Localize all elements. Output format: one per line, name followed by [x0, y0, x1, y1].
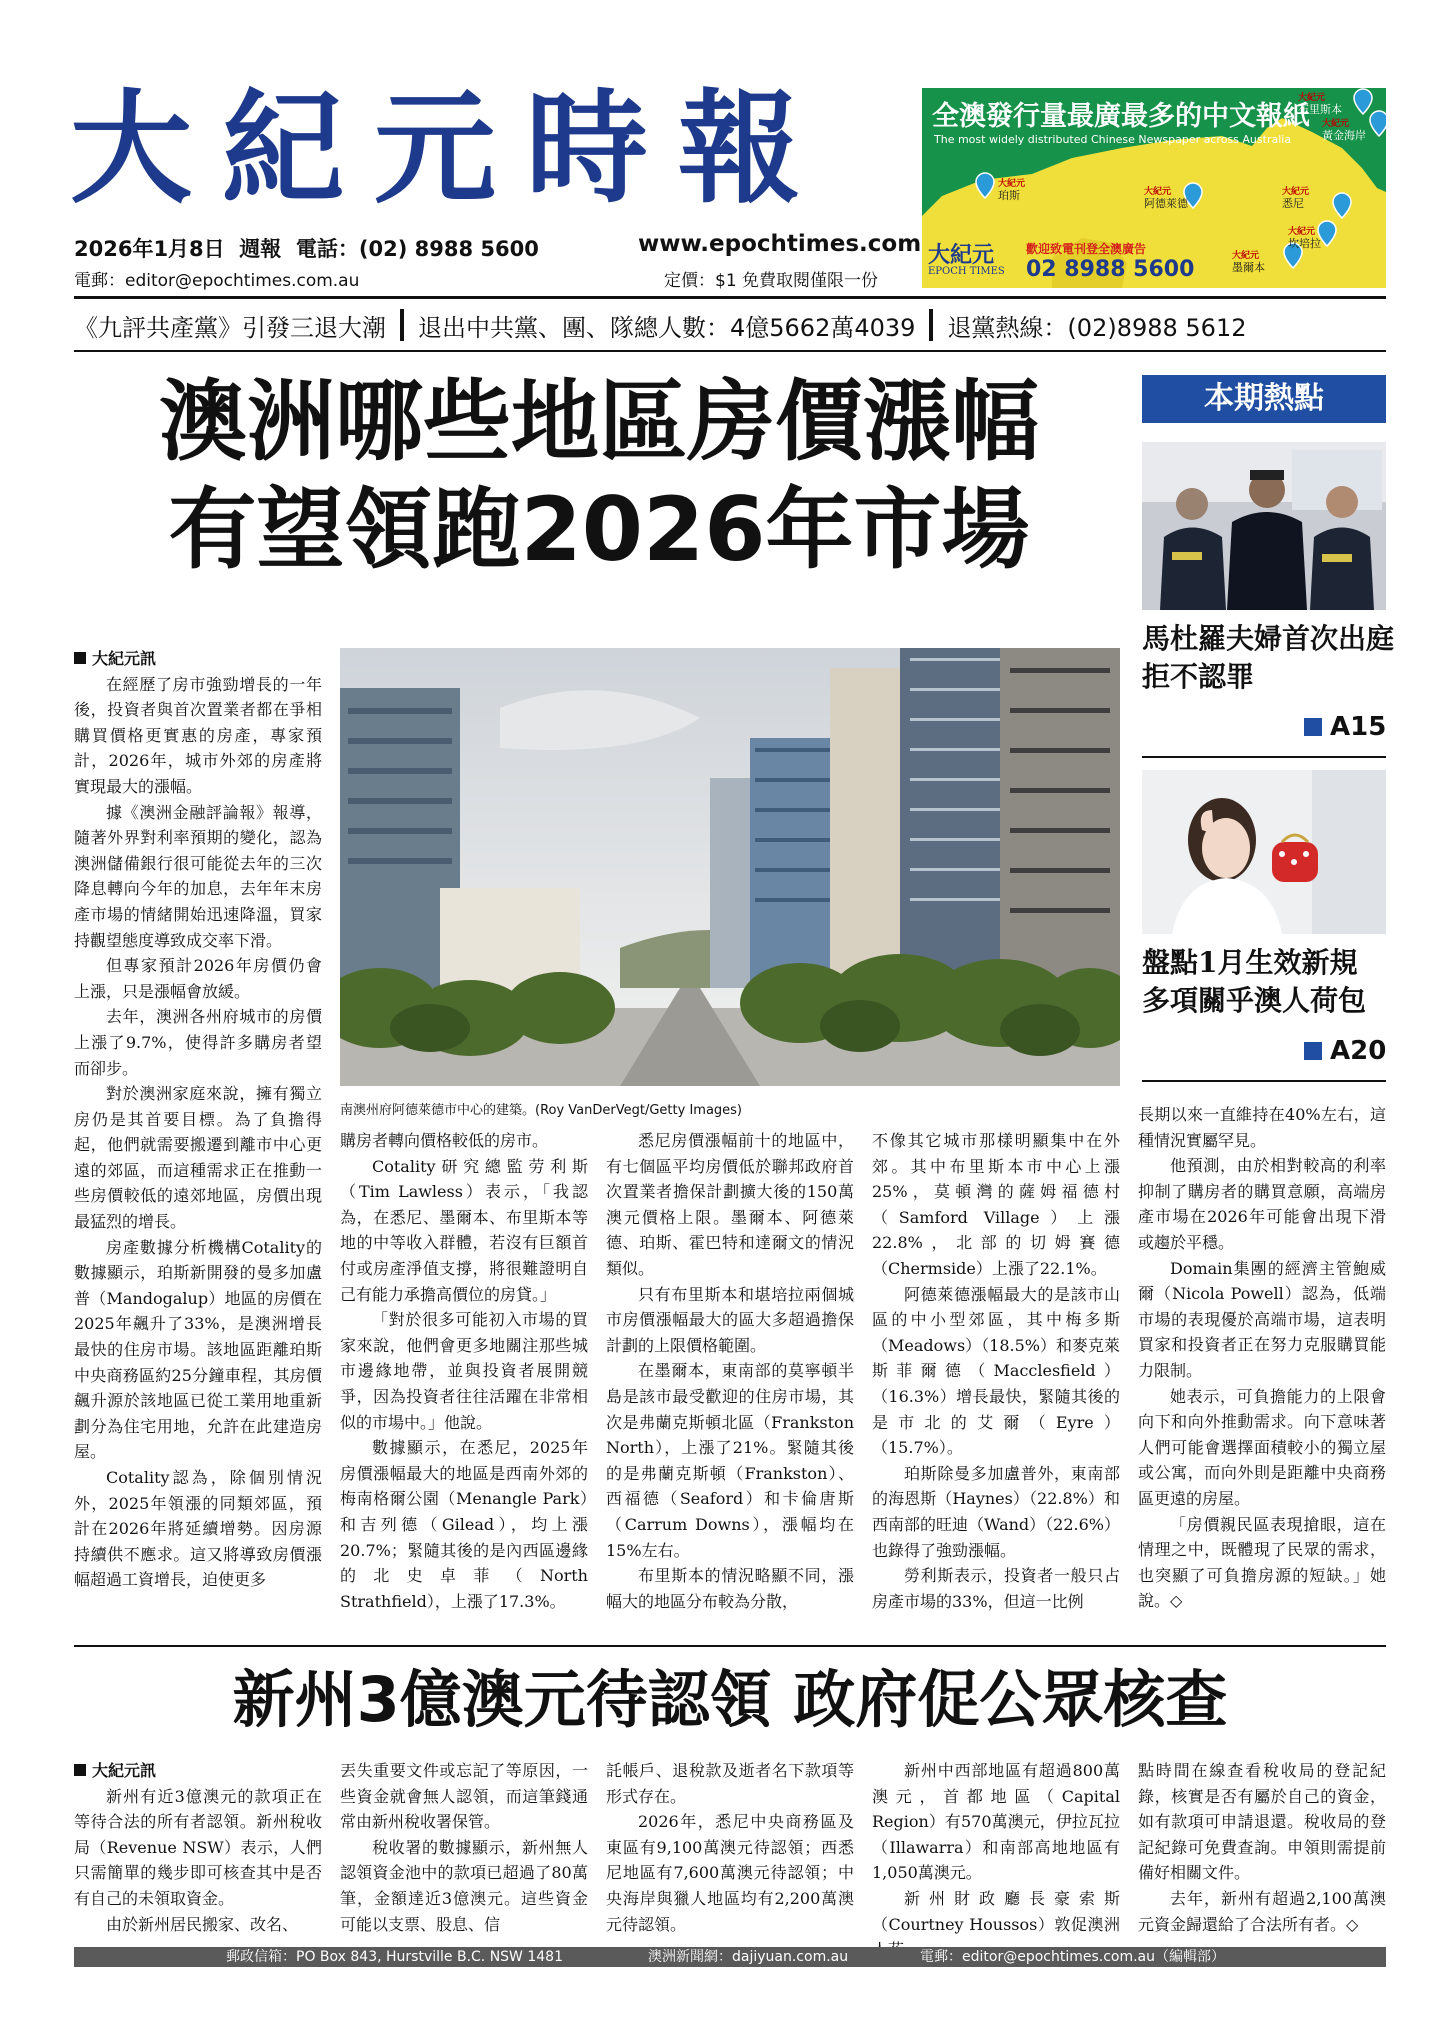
square-bullet-icon [74, 652, 86, 664]
paragraph: Domain集團的經濟主管鮑威爾（Nicola Powell）認為，低端市場的表現優於高端市場，這表明買家和投資者正在努力克服購買能力限制。 [1138, 1258, 1386, 1380]
paragraph: Cotality研究總監劳利斯（Tim Lawless）表示，「我認為，在悉尼、墨爾本、布里斯本等地的中等收入群體，若沒有巨額首付或房產淨值支撐，將很難證明自己有能力承擔高價位的房貸。」 [340, 1156, 588, 1304]
paragraph: 只有布里斯本和堪培拉兩個城市房價漲幅最大的區大多超過擔保計劃的上限價格範圍。 [606, 1284, 854, 1355]
edition-label: 週報 [239, 237, 282, 261]
divider [74, 296, 1386, 299]
tagline-hotline: 退黨熱線：(02)8988 5612 [947, 313, 1247, 342]
pin-label-perth: 大紀元 珀斯 [998, 179, 1026, 202]
masthead-phone: 電話：(02) 8988 5600 [295, 237, 539, 261]
ad-brand-logo: 大紀元 [928, 242, 995, 268]
divider [74, 1645, 1386, 1647]
ad-brand-english: EPOCH TIMES [928, 266, 1005, 277]
sidebar-item2-page[interactable]: A20 [1304, 1036, 1386, 1066]
sidebar-item2-title-line2: 多項關乎澳人荷包 [1142, 984, 1367, 1017]
paragraph: 她表示，可負擔能力的上限會向下和向外推動需求。向下意味著人們可能會選擇面積較小的獨立屋或公寓，而向外則是距離中央商務區更遠的房屋。 [1138, 1386, 1386, 1508]
sidebar-item2-title[interactable] [1142, 944, 1366, 1020]
pin-label-sydney: 大紀元 悉尼 [1282, 187, 1310, 210]
paragraph: 房產數據分析機構Cotality的數據顯示，珀斯新開發的曼多加盧普（Mandogalup）地區的房價在2025年飆升了33%，是澳洲增長最快的住房市場。該地區距離珀斯中央商務區約25分鐘車程，其房價飆升源於該地區已從工業用地重新劃分為住宅用地，允許在此建造房屋。 [74, 1237, 322, 1462]
lead-column-3 [606, 1128, 854, 1614]
tagline-nine-commentaries: 《九評共產黨》引發三退大潮 [74, 313, 386, 342]
divider [400, 309, 404, 341]
paragraph: 珀斯除曼多加盧普外，東南部的海恩斯（Haynes）（22.8%）和西南部的旺迪（Wand）（22.6%）也錄得了強勁漲幅。 [872, 1463, 1120, 1560]
story2-byline: 大紀元訊 [74, 1758, 322, 1784]
distribution-ad[interactable] [922, 88, 1386, 288]
paragraph: 布里斯本的情況略顯不同，漲幅大的地區分布較為分散， [606, 1566, 854, 1611]
paragraph: 阿德萊德漲幅最大的是該市山區的中小型郊區，其中梅多斯（Meadows）（18.5%）和麥克萊斯菲爾德（Macclesfield）（16.3%）增長最快，緊隨其後的是市北的艾爾（Eyre）（15.7%）。 [872, 1284, 1121, 1458]
footer-news-site-link[interactable]: 澳洲新聞網：dajiyuan.com.au [648, 1949, 849, 1965]
sidebar-item1-title-line2: 拒不認罪 [1142, 660, 1255, 693]
lead-photo-caption: 南澳州府阿德萊德市中心的建築。(Roy VanDerVegt/Getty Images) [340, 1103, 743, 1118]
paragraph: 但專家預計2026年房價仍會上漲，只是漲幅會放緩。 [74, 956, 322, 1001]
lead-byline: 大紀元訊 [74, 646, 322, 672]
paragraph: 長期以來一直維持在40%左右，這種情況實屬罕見。 [1138, 1105, 1386, 1150]
square-bullet-icon [1304, 718, 1322, 736]
story2-column-3 [606, 1758, 854, 1937]
paragraph: 不像其它城市那樣明顯集中在外郊。其中布里斯本市中心上漲25%，莫頓灣的薩姆福德村（Samford Village）上漲22.8%，北部的切姆賽德（Chermside）上漲了22.1%。 [872, 1131, 1120, 1278]
paragraph: 去年，澳洲各州府城市的房價上漲了9.7%，使得許多購房者望而卻步。 [74, 1007, 322, 1078]
lead-headline[interactable] [74, 368, 1124, 584]
divider [1142, 1080, 1386, 1082]
paragraph: 據《澳洲金融評論報》報導，隨著外界對利率預期的變化，認為澳洲儲備銀行很可能從去年的三次降息轉向今年的加息，去年年末房產市場的情緒開始迅速降溫，買家持觀望態度導致成交率下滑。 [74, 802, 322, 950]
paragraph: 在經歷了房市強勁增長的一年後，投資者與首次置業者都在爭相購買價格更實惠的房產，專家預計，2026年，城市外郊的房產將實現最大的漲幅。 [74, 674, 322, 796]
issue-date: 2026年1月8日 [74, 237, 225, 261]
sidebar-item2-title-line1: 盤點1月生效新規 [1142, 946, 1358, 979]
paragraph: 點時間在線查看稅收局的登記紀錄，核實是否有屬於自己的資金，如有款項可申請退還。稅收局的登記紀錄可免費查詢。申領則需提前備好相關文件。 [1138, 1761, 1386, 1883]
divider [929, 309, 933, 341]
pin-label-gold-coast: 大紀元 黃金海岸 [1322, 119, 1366, 142]
story2-column-5 [1138, 1758, 1386, 1937]
lead-column-1 [74, 646, 322, 1593]
story2-column-4 [872, 1758, 1120, 1963]
sidebar-item1-page[interactable]: A15 [1304, 712, 1386, 742]
tagline-bar [74, 304, 1386, 346]
lead-column-2 [340, 1128, 588, 1614]
paragraph: Cotality認為，除個別情況外，2025年領漲的同類郊區，預計在2026年將延續增勢。因房源持續供不應求。這又將導致房價漲幅超過工資增長，迫使更多 [74, 1468, 322, 1590]
divider [74, 350, 1386, 352]
paragraph: 「對於很多可能初入市場的買家來說，他們會更多地關注那些城市邊緣地帶，並與投資者展開競爭，因為投資者往往活躍在非常相似的市場中。」他說。 [340, 1310, 588, 1432]
paragraph: 他預測，由於相對較高的利率抑制了購房者的購買意願，高端房產市場在2026年可能會出現下滑或趨於平穩。 [1138, 1156, 1386, 1252]
pin-label-canberra: 大紀元 坎培拉 [1288, 227, 1321, 250]
paragraph: 丟失重要文件或忘記了等原因，一些資金就會無人認領，而這筆錢通常由新州稅收署保管。 [340, 1761, 588, 1832]
paragraph: 數據顯示，在悉尼，2025年房價漲幅最大的地區是西南外郊的梅南格爾公園（Menangle Park）和吉列德（Gilead），均上漲20.7%；緊隨其後的是內西區邊緣的北史卓菲（North Strathfield），上漲了17.3%。 [340, 1438, 588, 1611]
masthead-website-link[interactable]: www.epochtimes.com [638, 231, 922, 257]
paragraph: 悉尼房價漲幅前十的地區中，有七個區平均房價低於聯邦政府首次置業者擔保計劃擴大後的150萬澳元價格上限。墨爾本、阿德萊德、珀斯、霍巴特和達爾文的情況類似。 [606, 1131, 854, 1278]
ad-subtitle: The most widely distributed Chinese Newspaper across Australia [934, 133, 1292, 146]
sidebar-photo-wallet[interactable] [1142, 770, 1386, 934]
sidebar-item1-title[interactable] [1142, 620, 1394, 696]
paragraph: 新州中西部地區有超過800萬澳元，首都地區（Capital Region）有570萬澳元，伊拉瓦拉（Illawarra）和南部高地地區有1,050萬澳元。 [872, 1761, 1120, 1883]
pin-label-melbourne: 大紀元 墨爾本 [1232, 251, 1265, 274]
paragraph: 2026年，悉尼中央商務區及東區有9,100萬澳元待認領；西悉尼地區有7,600萬澳元待認領；中央海岸與獵人地區均有2,200萬澳元待認領。 [606, 1812, 854, 1934]
story2-column-1 [74, 1758, 322, 1937]
masthead-email: 電郵：editor@epochtimes.com.au [74, 271, 360, 291]
lead-headline-line1: 澳洲哪些地區房價漲幅 [158, 370, 1039, 473]
lead-photo[interactable] [340, 648, 1120, 1086]
pin-label-brisbane: 大紀元 布里斯本 [1298, 93, 1342, 116]
wallet-photo-icon [1142, 770, 1386, 934]
story2-headline[interactable]: 新州3億澳元待認領 政府促公眾核查 [232, 1663, 1228, 1736]
ad-welcome-text: 歡迎致電刊登全澳廣告 [1026, 242, 1147, 256]
sidebar-item1-title-line1: 馬杜羅夫婦首次出庭 [1142, 622, 1395, 655]
divider [1142, 756, 1386, 758]
lead-column-5 [1138, 1102, 1386, 1614]
square-bullet-icon [74, 1764, 86, 1776]
masthead-dateline [74, 233, 539, 263]
footer-email-link[interactable]: 電郵：editor@epochtimes.com.au（編輯部） [920, 1949, 1226, 1965]
footer-postal: 郵政信箱：PO Box 843, Hurstville B.C. NSW 1481 [226, 1949, 563, 1965]
paragraph: 稅收署的數據顯示，新州無人認領資金池中的款項已超過了80萬筆，金額達近3億澳元。這些資金可能以支票、股息、信 [340, 1837, 588, 1934]
ad-title: 全澳發行量最廣最多的中文報紙 [932, 101, 1310, 132]
pin-label-adelaide: 大紀元 阿德萊德 [1144, 187, 1188, 210]
paragraph: 去年，新州有超過2,100萬澳元資金歸還給了合法所有者。◇ [1138, 1888, 1386, 1934]
story2-column-2 [340, 1758, 588, 1937]
paragraph: 對於澳洲家庭來說，擁有獨立房仍是其首要目標。為了負擔得起，他們就需要搬遷到離市中心更遠的郊區，而這種需求正在推動一些房價較低的遠郊地區，房價出現最猛烈的增長。 [74, 1084, 322, 1232]
paragraph: 託帳戶、退稅款及逝者名下款項等形式存在。 [606, 1761, 854, 1806]
paragraph: 在墨爾本，東南部的莫寧頓半島是該市最受歡迎的住房市場，其次是弗蘭克斯頓北區（Frankston North），上漲了21%。緊隨其後的是弗蘭克斯頓（Frankston）、西福德（Seaford）和卡倫唐斯（Carrum Downs），漲幅均在15%左右。 [606, 1361, 854, 1560]
tagline-withdrawal-count: 退出中共黨、團、隊總人數：4億5662萬4039 [418, 313, 916, 342]
lead-column-4 [872, 1128, 1120, 1614]
masthead-price: 定價：$1 免費取閱僅限一份 [664, 271, 879, 291]
masthead-logo: 大紀元時報 [70, 76, 830, 220]
paragraph: 新州有近3億澳元的款項正在等待合法的所有者認領。新州稅收局（Revenue NSW）表示，人們只需簡單的幾步即可核查其中是否有自己的未領取資金。 [74, 1786, 322, 1908]
paragraph: 購房者轉向價格較低的房市。 [340, 1131, 549, 1150]
adelaide-city-photo-icon [340, 648, 1120, 1086]
square-bullet-icon [1304, 1042, 1322, 1060]
paragraph: 新州財政廳長豪索斯（Courtney Houssos）敦促澳洲 [872, 1888, 1120, 1934]
paragraph: 由於新州居民搬家、改名、 [106, 1914, 299, 1934]
hot-topics-header: 本期熱點 [1142, 375, 1386, 423]
ad-phone-number: 02 8988 5600 [1026, 257, 1195, 282]
footer-bar [74, 1947, 1386, 1967]
paragraph: 「房價親民區表現搶眼，這在情理之中，既體現了民眾的需求，也突顯了可負擔房源的短缺。」她說。◇ [1138, 1514, 1386, 1611]
sidebar-photo-court[interactable] [1142, 442, 1386, 610]
court-photo-icon [1142, 442, 1386, 610]
lead-headline-line2: 有望領跑2026年市場 [168, 478, 1030, 581]
paragraph: 勞利斯表示，投資者一般只占房產市場的33%，但這一比例 [872, 1566, 1120, 1611]
